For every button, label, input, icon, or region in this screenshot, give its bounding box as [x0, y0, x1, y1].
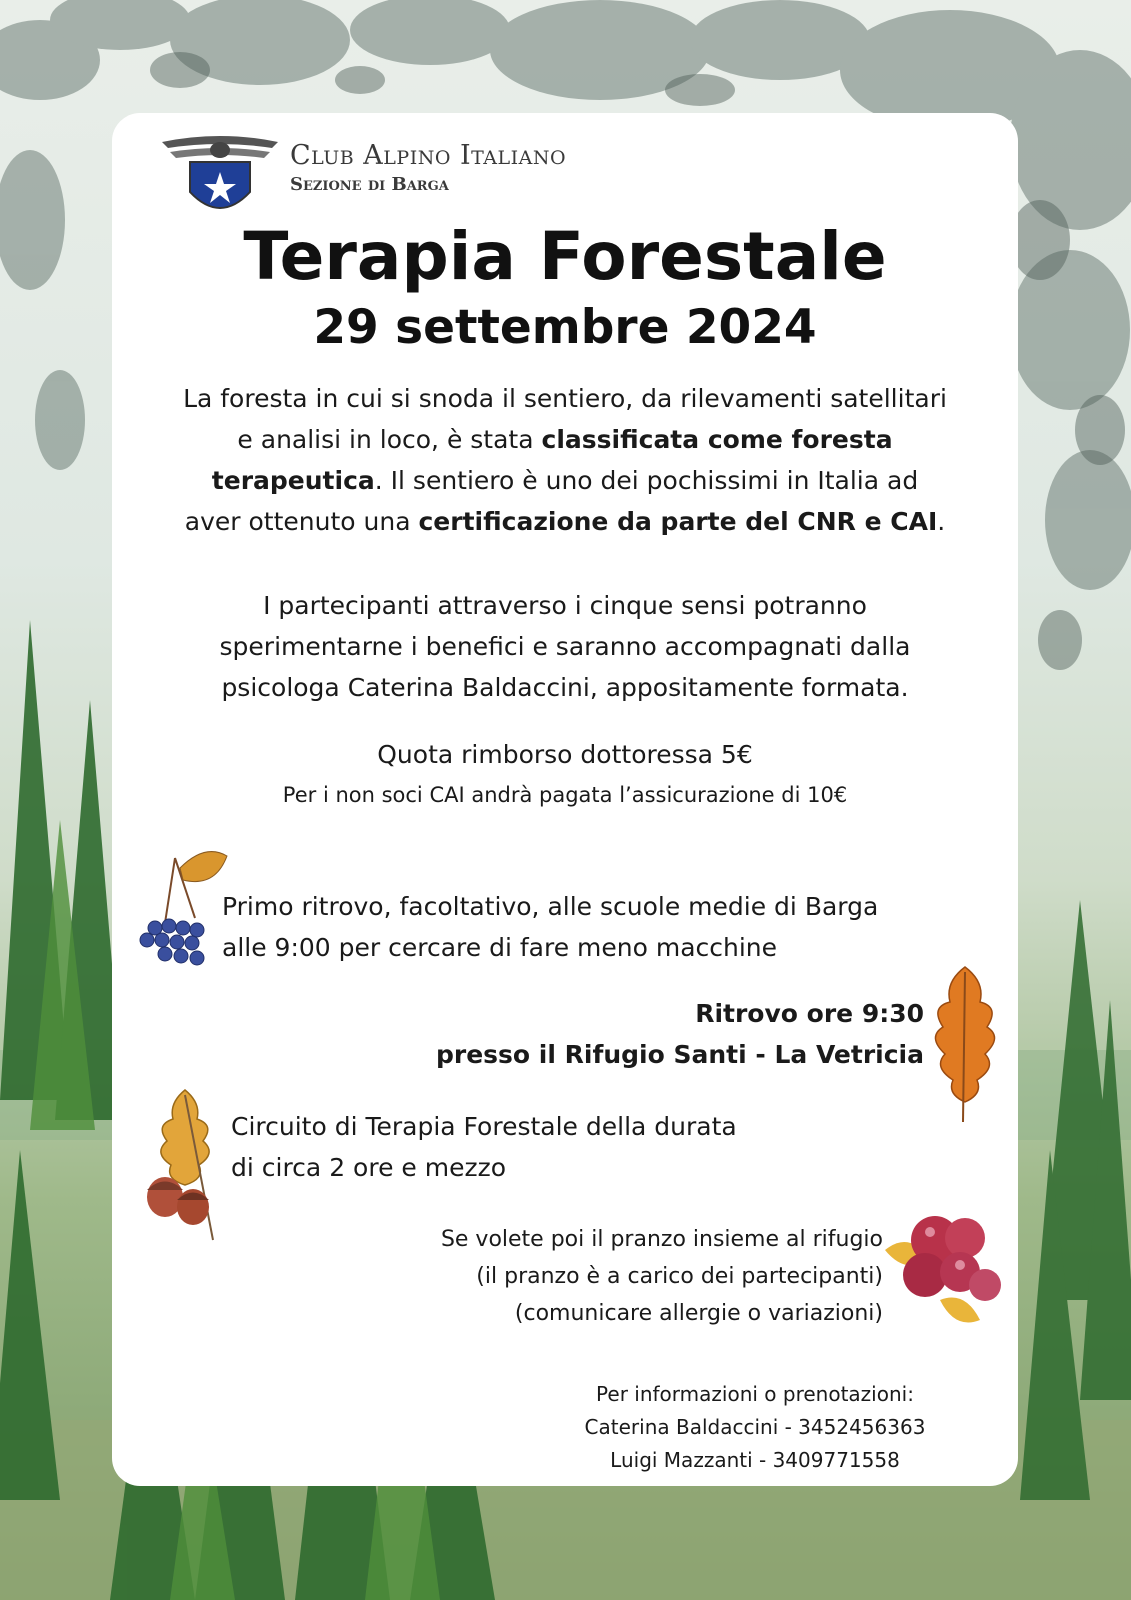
fee-quota: Quota rimborso dottoressa 5€: [377, 740, 753, 769]
first-meeting-line-2: alle 9:00 per cercare di fare meno macchine: [222, 933, 778, 962]
first-meeting-line-1: Primo ritrovo, facoltativo, alle scuole medie di Barga: [222, 892, 879, 921]
berries-leaf-icon: [135, 848, 230, 973]
lunch-line-1: Se volete poi il pranzo insieme al rifugio: [440, 1227, 883, 1252]
oak-leaf-icon: [925, 962, 1005, 1127]
acorns-leaf-icon: [135, 1085, 245, 1245]
intro-emphasis-1: classificata come foresta: [541, 425, 893, 454]
first-meeting-text: [222, 886, 878, 968]
contacts-block: [565, 1378, 945, 1477]
circuit-text: [231, 1106, 737, 1188]
lunch-line-2: (il pranzo è a carico dei partecipanti): [476, 1264, 883, 1289]
main-meeting-line-2: presso il Rifugio Santi - La Vetricia: [435, 1040, 924, 1069]
intro-line-4: aver ottenuto una certificazione da parte del CNR e CAI.: [184, 507, 946, 536]
lunch-line-3: (comunicare allergie o variazioni): [514, 1301, 883, 1326]
intro-emphasis-3: certificazione da parte del CNR e CAI: [418, 507, 938, 536]
intro-paragraph: [120, 378, 1010, 542]
circuit-line-2: di circa 2 ore e mezzo: [231, 1153, 506, 1182]
org-section: Sezione di Barga: [290, 174, 449, 195]
circuit-line-1: Circuito di Terapia Forestale della durata: [231, 1112, 737, 1141]
contact-caterina: Caterina Baldaccini - 3452456363: [584, 1415, 926, 1439]
intro-line-2: e analisi in loco, è stata classificata come foresta: [237, 425, 893, 454]
red-berries-icon: [880, 1210, 1010, 1330]
intro-line-3: terapeutica. Il sentiero è uno dei pochissimi in Italia ad: [211, 466, 919, 495]
participants-line-3: psicologa Caterina Baldaccini, appositamente formata.: [221, 673, 909, 702]
main-meeting-line-1: Ritrovo ore 9:30: [695, 999, 924, 1028]
participants-line-2: sperimentarne i benefici e saranno accompagnati dalla: [219, 632, 911, 661]
participants-paragraph: [120, 585, 1010, 708]
org-name: Club Alpino Italiano: [290, 140, 567, 171]
main-meeting-text: [436, 993, 924, 1075]
contacts-heading: Per informazioni o prenotazioni:: [596, 1382, 914, 1406]
intro-line-1: La foresta in cui si snoda il sentiero, da rilevamenti satellitari: [183, 384, 947, 413]
contact-luigi: Luigi Mazzanti - 3409771558: [610, 1448, 900, 1472]
participants-line-1: I partecipanti attraverso i cinque sensi potranno: [263, 591, 867, 620]
lunch-text: [441, 1221, 883, 1332]
cai-logo-icon: [160, 132, 280, 224]
event-date: 29 settembre 2024: [313, 300, 817, 355]
event-title: Terapia Forestale: [243, 218, 887, 295]
fee-insurance: Per i non soci CAI andrà pagata l’assicurazione di 10€: [282, 783, 848, 807]
intro-emphasis-2: terapeutica: [211, 466, 375, 495]
